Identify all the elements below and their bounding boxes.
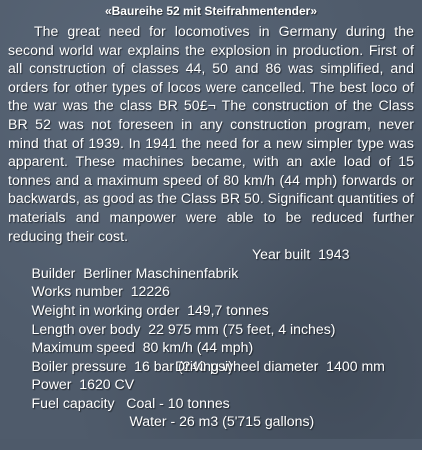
- spec-power: Power 1620 CV: [31, 376, 135, 393]
- spec-row-weight: [8, 282, 414, 318]
- spec-row-max-speed: [8, 320, 414, 356]
- spec-list: [8, 245, 414, 430]
- spec-row-length: [8, 301, 414, 337]
- spec-driving-wheel: Driving wheel diameter 1400 mm: [175, 357, 385, 374]
- spec-max-speed: Maximum speed 80 km/h (44 mph): [31, 339, 254, 356]
- spec-row-fuel: [8, 375, 414, 411]
- spec-weight: Weight in working order 149,7 tonnes: [31, 301, 269, 318]
- spec-boiler-pressure: Boiler pressure 16 bar (240 psi): [31, 357, 233, 374]
- spec-works-number: Works number 12226: [31, 283, 170, 300]
- panel-title: «Baureihe 52 mit Steifrahmentender»: [104, 4, 318, 18]
- spec-water-capacity: Water - 26 m3 (5'715 gallons): [129, 413, 315, 430]
- spec-row-power: [8, 357, 414, 393]
- intro-paragraph: The great need for locomotives in Germany during the second world war explains the explosion in production. First of all construction of classes 44, 50 and 86 was simplified, and orders for other types of locos were cancelled. The best loco of the war was the class BR 50£¬ The construction of the Class BR 52 was not foreseen in any construction program, never mind that of 1939. In 1941 the need for a new simpler type was apparent. These machines became, with an axle load of 15 tonnes and a maximum speed of 80 km/h (44 mph) forwards or backwards, as good as the Class BR 50. Significant quantities of materials and manpower were able to be reduced further reducing their cost.: [8, 23, 414, 244]
- spec-row-builder: [8, 245, 414, 281]
- spec-fuel-capacity: Fuel capacity Coal - 10 tonnes: [31, 394, 230, 411]
- spec-year-built: Year built 1943: [252, 246, 350, 263]
- spec-length: Length over body 22 975 mm (75 feet, 4 inches): [31, 320, 336, 337]
- spec-row-water: [8, 394, 414, 430]
- spec-row-works-number: [8, 264, 414, 300]
- spec-builder: Builder Berliner Maschinenfabrik: [31, 264, 239, 281]
